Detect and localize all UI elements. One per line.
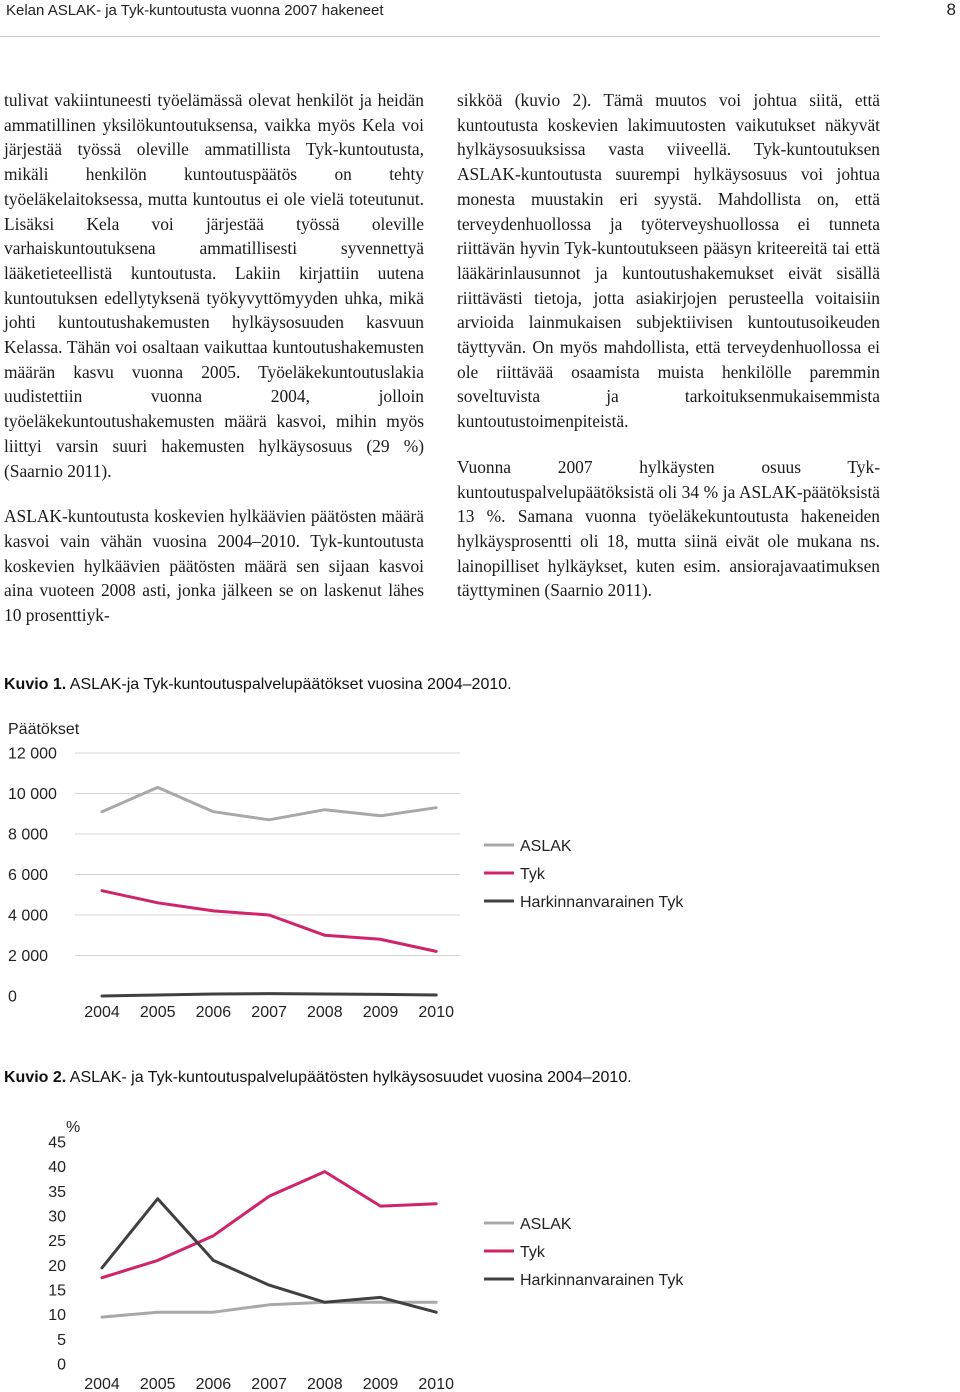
series-line-tyk [102,1172,436,1278]
x-tick-label: 2006 [195,1004,232,1021]
y-tick-label: 10 [48,1307,66,1325]
x-tick-label: 2007 [251,1004,287,1021]
x-tick-label: 2009 [362,1004,399,1021]
figure-1-caption [4,676,512,694]
paragraph: sikköä (kuvio 2). Tämä muutos voi johtua siitä, että kuntoutusta koskevien lakimuutosten vaikutukset näkyvät hylkäysosuuksissa vasta viiveellä. Tyk-kuntoutuksen ASLAK-kuntoutusta suurempi hylkäysosuus voi johtua monesta muustakin eri syystä. Mahdollista on, että terveydenhuollossa ja työterveyshuollossa ei tunneta riittävän hyvin Tyk-kuntoutukseen pääsyn kriteereitä tai että lääkärinlausunnot ja kuntoutushakemukset eivät sisällä riittävästi tietoja, jotta asiakirjojen perusteella voitaisiin arvioida lainmukaisen subjektiivisen kuntoutusoikeuden täyttyvän. On myös mahdollista, että terveydenhuollossa ei ole riittävää osaamista muista henkilölle paremmin soveltuvista ja tarkoituksenmukaisemmista kuntoutustoimenpiteistä. [457,90,880,432]
y-tick-label: 40 [48,1159,66,1177]
text-column-left [4,88,424,649]
y-tick-label: 4 000 [8,907,49,925]
header-divider [0,36,880,37]
series-line-harkinnanvarainen [102,1199,436,1313]
y-axis-label: Päätökset [8,721,80,738]
x-tick-label: 2004 [84,1376,120,1392]
x-tick-label: 2009 [362,1376,399,1392]
y-tick-label: 45 [48,1134,66,1152]
x-tick-label: 2004 [84,1004,120,1021]
x-tick-label: 2007 [251,1376,287,1392]
y-tick-label: 6 000 [8,867,49,884]
x-tick-label: 2006 [195,1376,232,1392]
figure-label: Kuvio 2. [4,1069,67,1086]
x-tick-label: 2005 [139,1376,176,1392]
y-tick-label: 0 [8,988,17,1006]
legend-label-tyk: Tyk [520,866,545,883]
x-tick-label: 2008 [307,1376,343,1392]
y-tick-label: 25 [48,1233,66,1251]
legend-label-aslak: ASLAK [520,1216,572,1233]
series-line-harkinnanvarainen [102,994,436,996]
page-number: 8 [946,0,956,19]
legend-label-tyk: Tyk [520,1244,545,1261]
y-tick-label: 2 000 [8,948,49,965]
y-tick-label: 5 [57,1331,66,1349]
y-axis-label: % [66,1119,81,1136]
figure-2-caption [4,1069,632,1087]
paragraph: Vuonna 2007 hylkäysten osuus Tyk-kuntoutuspalvelupäätöksistä oli 34 % ja ASLAK-päätöksistä 13 %. Samana vuonna työeläkekuntoutusta hakeneiden hylkäysprosentti oli 18, mutta siinä eivät ole mukana ns. lainopilliset hylkäykset, kuten esim. ansiorajavaatimuksen täyttyminen (Saarnio 2011). [457,456,880,601]
y-tick-label: 15 [48,1282,66,1300]
series-line-aslak [102,1302,436,1317]
x-tick-label: 2010 [418,1376,454,1392]
figure-2-line-chart [0,1110,960,1392]
x-tick-label: 2008 [307,1004,343,1021]
figure-caption-text: ASLAK- ja Tyk-kuntoutuspalvelupäätösten hylkäysosuudet vuosina 2004–2010. [69,1069,632,1086]
running-header-title: Kelan ASLAK- ja Tyk-kuntoutusta vuonna 2007 hakeneet [6,2,384,19]
paragraph: ASLAK-kuntoutusta koskevien hylkäävien päätösten määrä kasvoi vain vähän vuosina 2004–2010. Tyk-kuntoutusta koskevien hylkäävien päätösten määrä sen sijaan kasvoi aina vuoteen 2008 asti, jonka jälkeen se on laskenut lähes 10 prosenttiyk- [4,506,424,626]
figure-caption-text: ASLAK-ja Tyk-kuntoutuspalvelupäätökset vuosina 2004–2010. [69,676,512,693]
y-tick-label: 0 [57,1356,66,1374]
y-tick-label: 35 [48,1183,66,1201]
y-tick-label: 8 000 [8,826,49,844]
series-line-tyk [102,891,436,952]
y-tick-label: 12 000 [8,745,57,763]
figure-label: Kuvio 1. [4,676,67,693]
text-column-right [457,88,880,624]
legend-label-harkinnanvarainen: Harkinnanvarainen Tyk [520,894,684,911]
x-tick-label: 2010 [418,1004,454,1021]
y-tick-label: 10 000 [8,786,57,803]
paragraph: tulivat vakiintuneesti työelämässä olevat henkilöt ja heidän ammatillinen yksilökuntoutuksensa, vaikka myös Kela voi järjestää työssä oleville ammatillista Tyk-kuntoutusta, mikäli henkilön kuntoutuspäätös on tehty työeläkelaitoksessa, mutta kuntoutus ei ole vielä toteutunut. Lisäksi Kela voi järjestää työssä oleville varhaiskuntoutuksena ammatillisesti syvennettyä lääketieteellistä kuntoutusta. Lakiin kirjattiin uutena kuntoutuksen edellytyksenä työkyvyttömyyden uhka, mikä johti kuntoutushakemusten hylkäysosuuden kasvuun Kelassa. Tähän voi osaltaan vaikuttaa kuntoutushakemusten määrän kasvu vuonna 2005. Työeläkekuntoutuslakia uudistettiin vuonna 2004, jolloin työeläkekuntoutushakemusten määrä kasvoi, mihin myös liittyi varsin suuri hakemusten hylkäysosuus (29 %) (Saarnio 2011). [4,90,424,481]
x-tick-label: 2005 [139,1004,176,1021]
y-tick-label: 30 [48,1208,66,1226]
legend-label-harkinnanvarainen: Harkinnanvarainen Tyk [520,1272,684,1289]
series-line-aslak [102,787,436,819]
figure-1-line-chart [0,708,960,1028]
legend-label-aslak: ASLAK [520,838,572,855]
y-tick-label: 20 [48,1257,66,1275]
